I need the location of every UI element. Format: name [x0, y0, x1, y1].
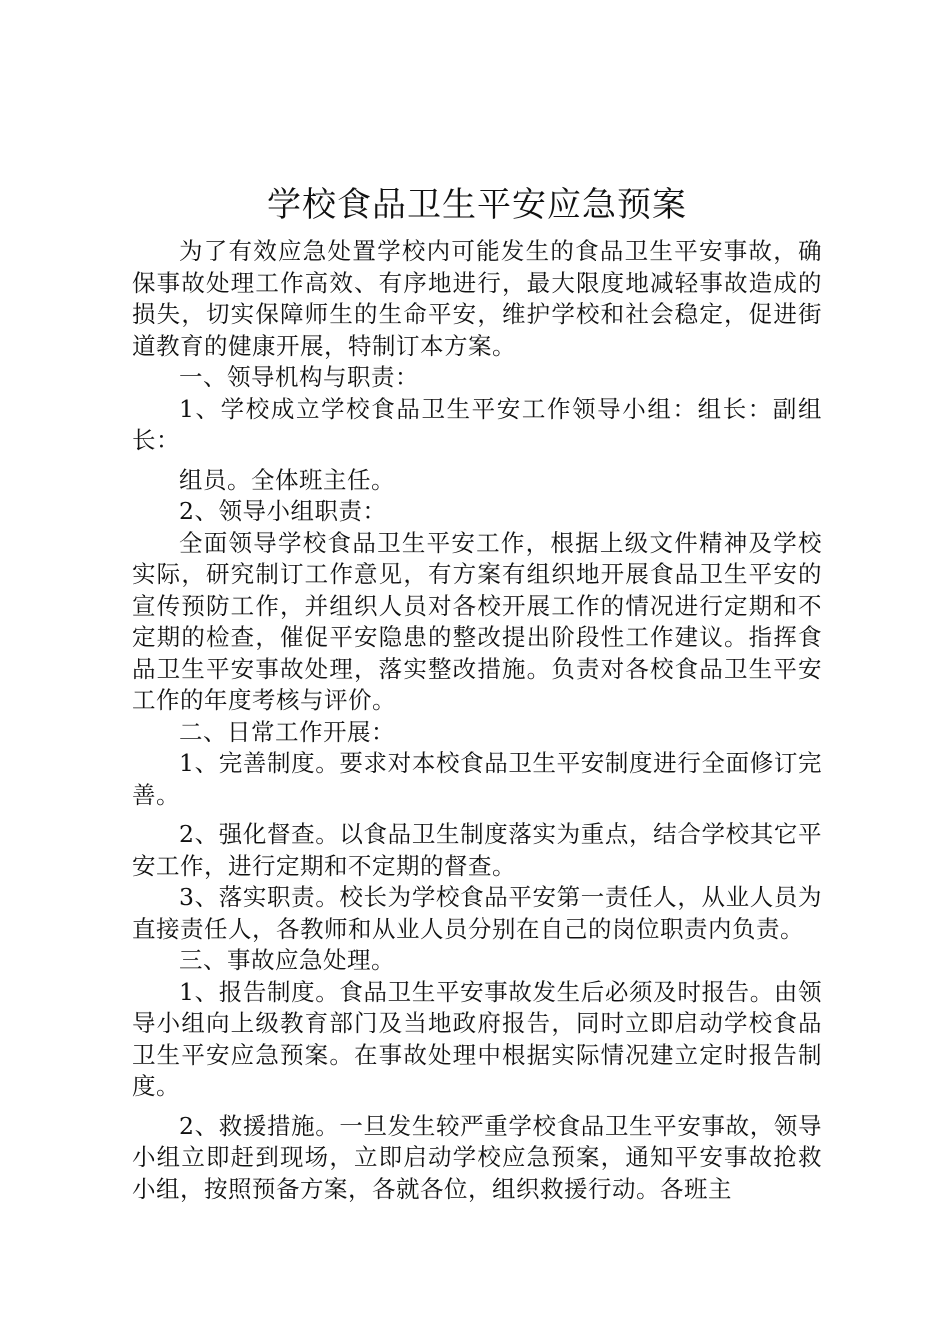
paragraph-leadership-group: 1、学校成立学校食品卫生平安工作领导小组：组长：副组长：	[132, 394, 822, 454]
paragraph-group-duties: 全面领导学校食品卫生平安工作，根据上级文件精神及学校实际，研究制订工作意见，有方案有组织地开展食品卫生平安的宣传预防工作，并组织人员对各校开展工作的情况进行定期和不定期的检查，催促平安隐患的整改提出阶段性工作建议。指挥食品卫生平安事故处理，落实整改措施。负责对各校食品卫生平安工作的年度考核与评价。	[132, 528, 822, 714]
section-heading-leadership: 一、领导机构与职责：	[179, 363, 419, 391]
document-title: 学校食品卫生平安应急预案	[267, 185, 687, 225]
paragraph-report-system: 1、报告制度。食品卫生平安事故发生后必须及时报告。由领导小组向上级教育部门及当地政府报告，同时立即启动学校食品卫生平安应急预案。在事故处理中根据实际情况建立定时报告制度。	[132, 977, 822, 1100]
paragraph-rescue-measures: 2、救援措施。一旦发生较严重学校食品卫生平安事故，领导小组立即赶到现场，立即启动学校应急预案，通知平安事故抢救小组，按照预备方案，各就各位，组织救援行动。各班主	[132, 1111, 822, 1203]
document-text	[132, 236, 822, 1205]
paragraph-responsibility: 3、落实职责。校长为学校食品平安第一责任人，从业人员为直接责任人，各教师和从业人员分别在自己的岗位职责内负责。	[132, 883, 822, 943]
section-heading-daily-work: 二、日常工作开展：	[179, 717, 395, 746]
document-body	[132, 178, 822, 1205]
paragraph-supervision: 2、强化督查。以食品卫生制度落实为重点，结合学校其它平安工作，进行定期和不定期的督查。	[132, 820, 822, 880]
paragraph-improve-system: 1、完善制度。要求对本校食品卫生平安制度进行全面修订完善。	[132, 749, 822, 809]
paragraph-intro: 为了有效应急处置学校内可能发生的食品卫生平安事故，确保事故处理工作高效、有序地进行，最大限度地减轻事故造成的损失，切实保障师生的生命平安，维护学校和社会稳定，促进街道教育的健康开展，特制订本方案。	[132, 237, 822, 360]
section-heading-emergency: 三、事故应急处理。	[179, 946, 395, 974]
paragraph-members: 组员。全体班主任。	[179, 465, 395, 494]
paragraph-group-duties-heading: 2、领导小组职责：	[179, 497, 387, 525]
